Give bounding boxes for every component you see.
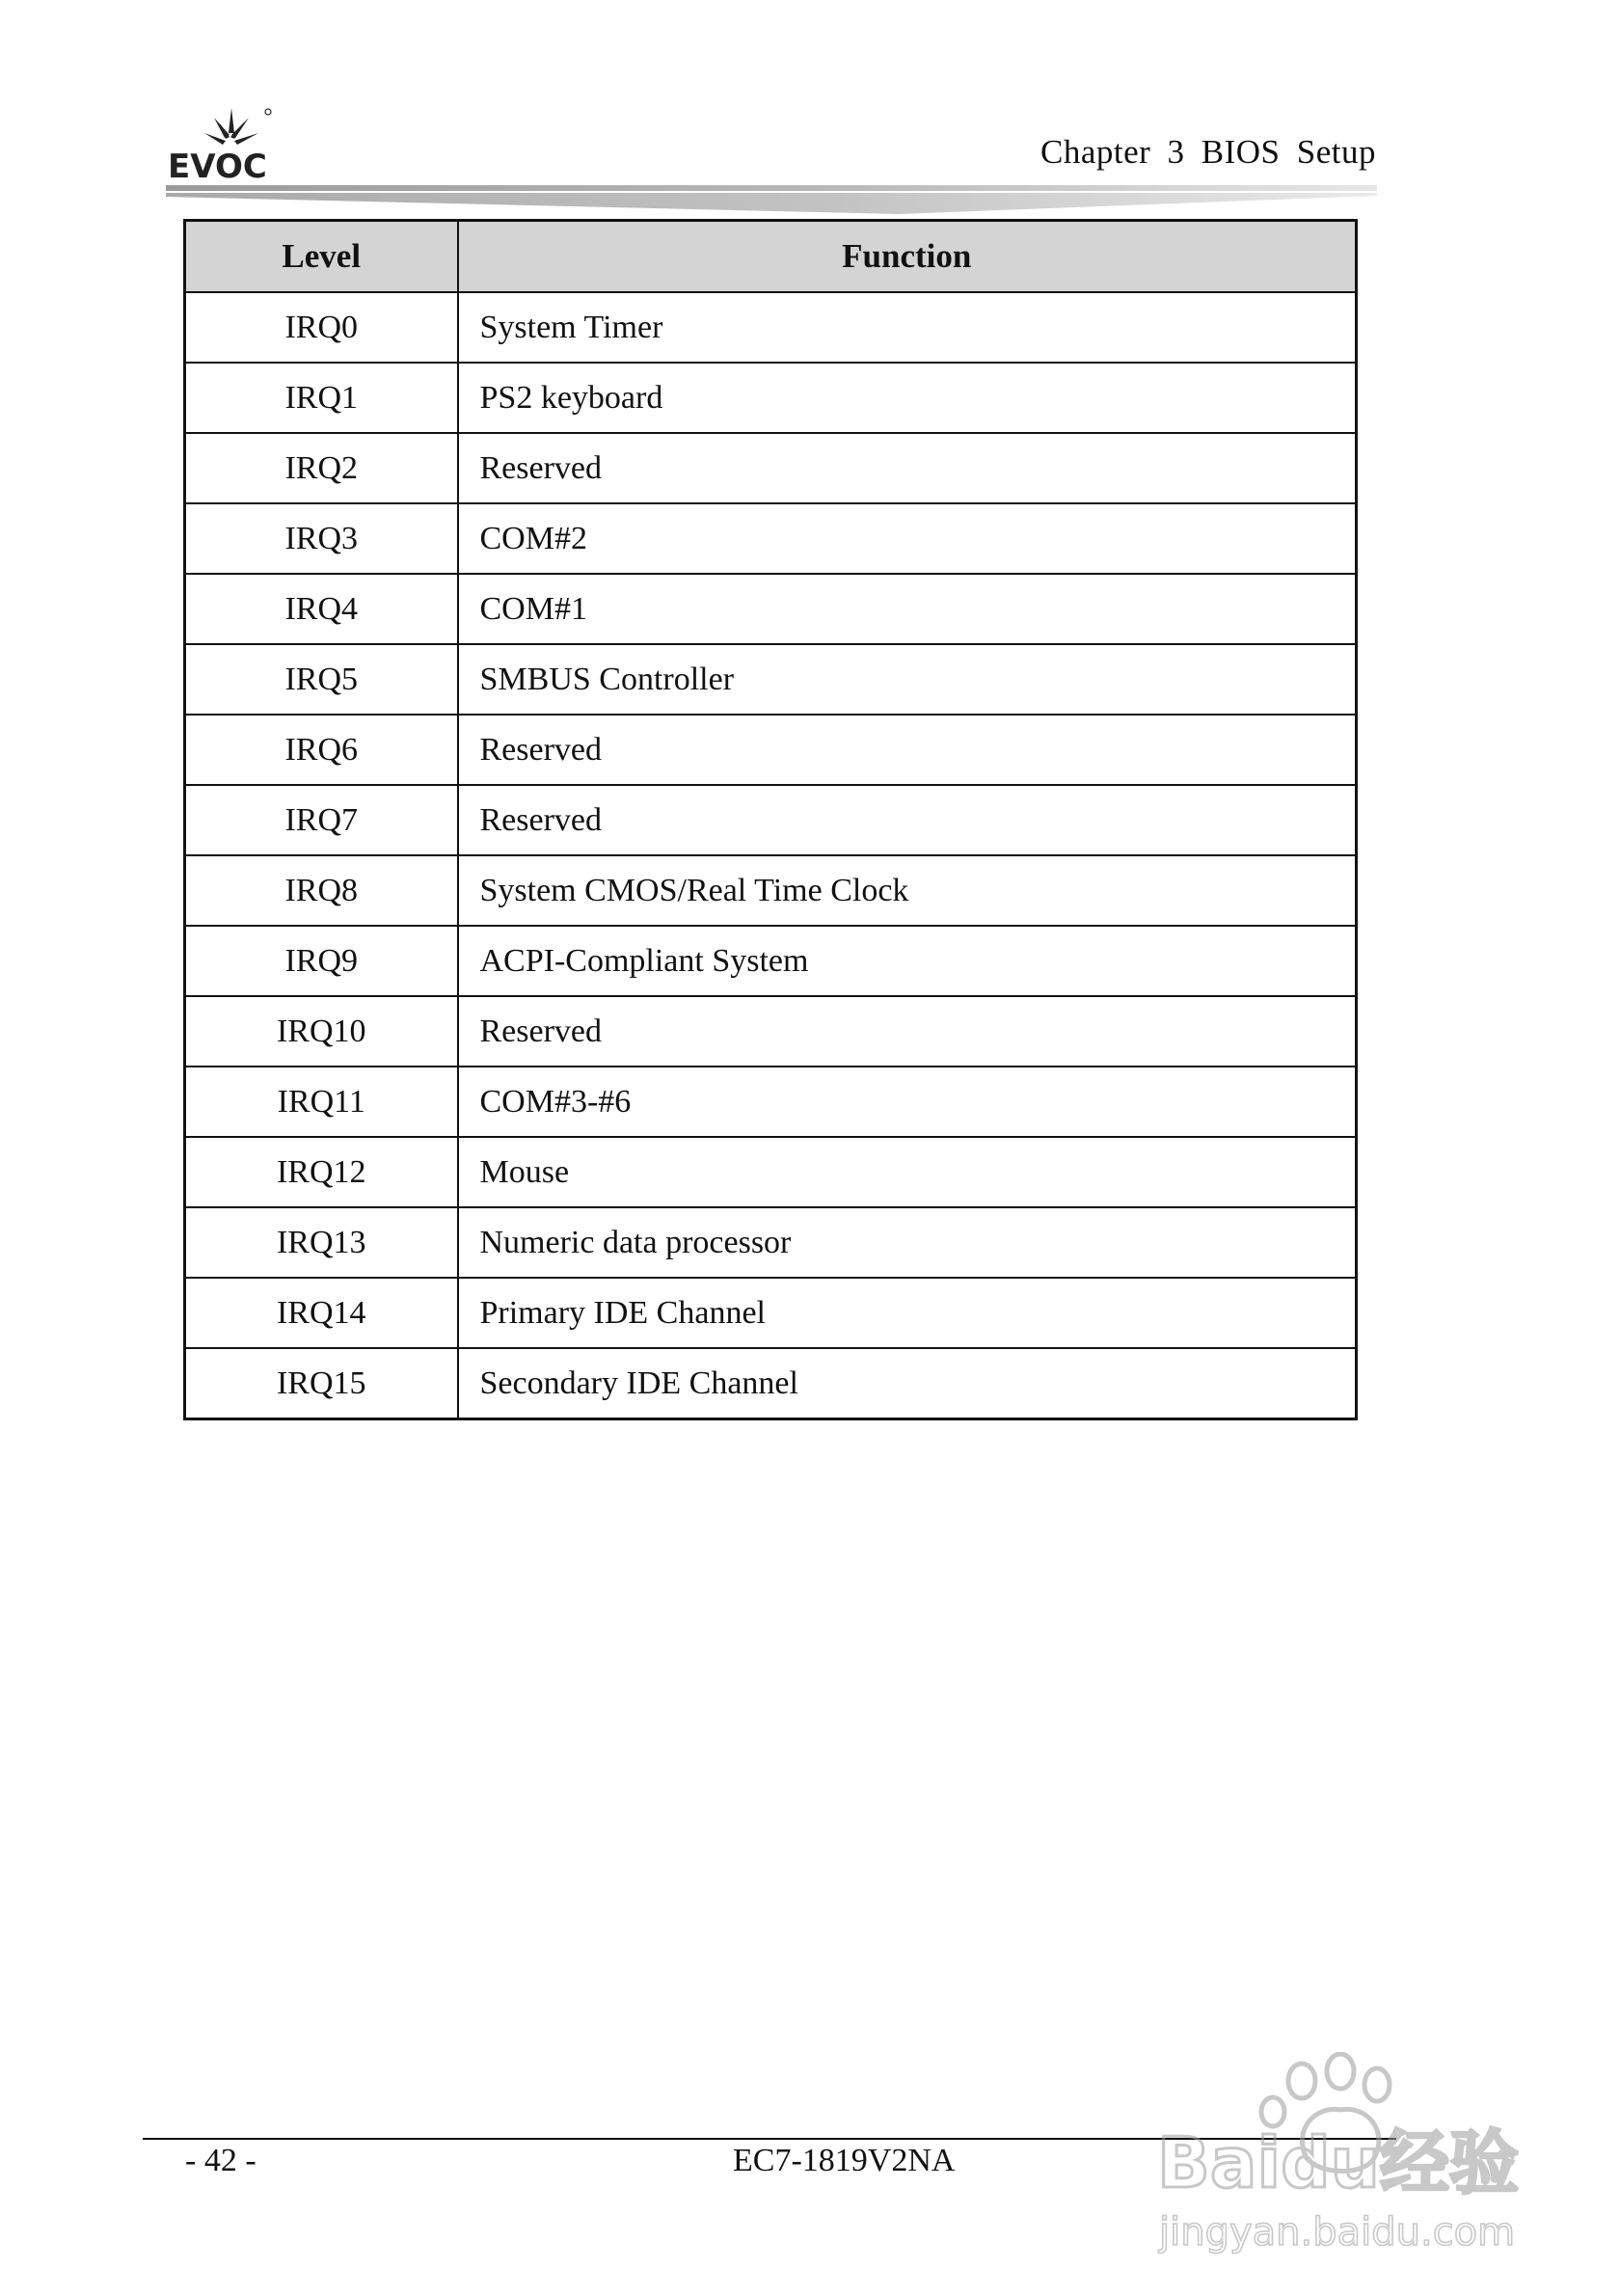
level-cell: IRQ6 [185,715,458,785]
table-row [185,433,1357,503]
function-cell: Secondary IDE Channel [458,1348,1357,1419]
level-cell: IRQ12 [185,1137,458,1207]
function-cell: ACPI-Compliant System [458,926,1357,996]
evoc-logo [166,104,291,183]
function-cell: Reserved [458,715,1357,785]
function-cell: Mouse [458,1137,1357,1207]
logo-text: EVOC [168,148,267,183]
level-cell: IRQ5 [185,644,458,715]
level-cell: IRQ8 [185,855,458,926]
table-row [185,1207,1357,1278]
table-row [185,1348,1357,1419]
level-cell: IRQ9 [185,926,458,996]
table-row [185,503,1357,574]
irq-table [183,219,1358,1420]
chapter-title: Chapter 3 BIOS Setup [1040,133,1376,171]
level-cell: IRQ2 [185,433,458,503]
level-cell: IRQ4 [185,574,458,644]
table-row [185,785,1357,855]
level-cell: IRQ13 [185,1207,458,1278]
watermark-url-text: jingyan.baidu.com [1159,2210,1516,2255]
function-cell: System Timer [458,292,1357,363]
table-row [185,926,1357,996]
watermark-brand-text: Baidu经验 [1157,2122,1519,2203]
level-cell: IRQ10 [185,996,458,1067]
table-header-row [185,221,1357,293]
table-row [185,574,1357,644]
baidu-watermark [1148,2052,1543,2264]
level-cell: IRQ0 [185,292,458,363]
table-row [185,292,1357,363]
level-cell: IRQ3 [185,503,458,574]
function-cell: Primary IDE Channel [458,1278,1357,1348]
table-row [185,1067,1357,1137]
table-row [185,996,1357,1067]
table-row [185,855,1357,926]
function-cell: PS2 keyboard [458,363,1357,433]
function-cell: Reserved [458,433,1357,503]
level-cell: IRQ14 [185,1278,458,1348]
function-cell: Reserved [458,785,1357,855]
function-cell: COM#2 [458,503,1357,574]
column-header-level: Level [185,221,458,293]
table-row [185,644,1357,715]
function-cell: COM#3-#6 [458,1067,1357,1137]
function-cell: COM#1 [458,574,1357,644]
table-row [185,363,1357,433]
function-cell: Reserved [458,996,1357,1067]
function-cell: SMBUS Controller [458,644,1357,715]
level-cell: IRQ11 [185,1067,458,1137]
column-header-function: Function [458,221,1357,293]
table-row [185,1137,1357,1207]
function-cell: Numeric data processor [458,1207,1357,1278]
table-row [185,1278,1357,1348]
level-cell: IRQ7 [185,785,458,855]
table-row [185,715,1357,785]
level-cell: IRQ15 [185,1348,458,1419]
header-rule [166,183,1377,214]
model-number: EC7-1819V2NA [733,2143,956,2178]
level-cell: IRQ1 [185,363,458,433]
page-number: - 42 - [185,2143,256,2178]
function-cell: System CMOS/Real Time Clock [458,855,1357,926]
